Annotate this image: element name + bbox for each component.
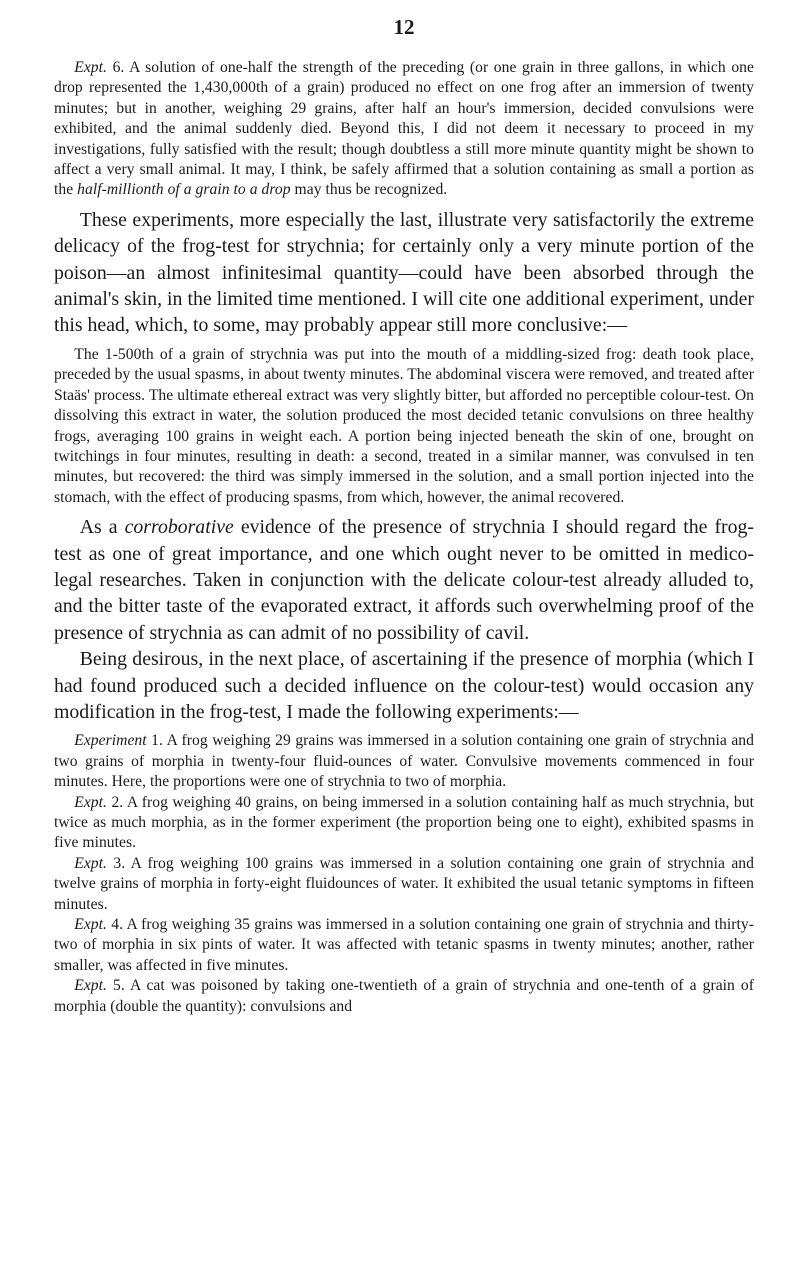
expt-3-text: 3. A frog weighing 100 grains was immersed in a solution containing one grain of strychnia and twelve grains of morphia in forty-eight fluidounces of water. It exhibited the usual tetanic symptoms in fifteen minutes. [54,854,754,913]
paragraph-expt-2 [54,793,754,854]
paragraph-morphia-intro: Being desirous, in the next place, of ascertaining if the presence of morphia (which I had found produced such a decided influence on the colour-test) would occasion any modification in the frog-test, I made the following experiments:— [54,648,754,723]
experiment-1-label: Experiment [74,732,147,750]
corroborative-lead: As a [79,516,125,539]
expt-6-emphasis: half-millionth of a grain to a drop [77,181,291,199]
paragraph-expt-3 [54,854,754,915]
expt-6-text: 6. A solution of one-half the strength of the preceding (or one grain in three gallons, in which one drop represented the 1,430,000th of a grain) produced no effect on one frog after an immersion of twenty minutes; but in another, weighing 29 grains, after half an hour's immersion, decided convulsions were exhibited, and the animal suddenly died. Beyond this, I did not deem it necessary to proceed in my investigations, fully satisfied with the result; though doubtless a still more minute quantity might be shown to affect a very small animal. It may, I think, be safely affirmed that a solution containing as small a portion as the [54,59,754,199]
expt-6-tail: may thus be recognized. [290,181,448,199]
expt-2-text: 2. A frog weighing 40 grains, on being immersed in a solution containing half as much strychnia, but twice as much morphia, as in the former experiment (the proportion being one to eight), exhibited spasms in five minutes. [54,793,754,852]
expt-2-label: Expt. [74,793,107,811]
experiment-1-text: 1. A frog weighing 29 grains was immersed in a solution containing one grain of strychnia and two grains of morphia in twenty-four fluid-ounces of water. Convulsive movements commenced in four minutes. Here, the proportions were one of strychnia to two of morphia. [54,732,754,791]
expt-6-label: Expt. [74,59,107,76]
corroborative-tail: evidence of the presence of strychnia I should regard the frog-test as one of great importance, and one which ought never to be omitted in medico-legal researches. Taken in conjunction with the delicate colour-test already alluded to, and the bitter taste of the evaporated extract, it affords such overwhelming proof of the presence of strychnia as can admit of no possibility of cavil. [54,516,755,644]
expt-4-label: Expt. [74,916,107,934]
paragraph-delicacy: These experiments, more especially the last, illustrate very satisfactorily the extreme delicacy of the frog-test for strychnia; for certainly only a very minute portion of the poison—an almost infinitesimal quantity—could have been absorbed through the animal's skin, in the limited time mentioned. I will cite one additional experiment, under this head, which, to some, may probably appear still more conclusive:— [54,208,754,337]
corroborative-emphasis: corroborative [124,516,234,539]
expt-5-label: Expt. [74,977,107,995]
expt-4-text: 4. A frog weighing 35 grains was immersed in a solution containing one grain of strychnia and thirty-two of morphia in six pints of water. It was affected with tetanic spasms in twenty minutes; another, rather smaller, was affected in five minutes. [54,916,754,974]
paragraph-expt-6 [54,58,754,201]
paragraph-corroborative [54,514,754,646]
expt-3-label: Expt. [74,854,107,872]
page-number: 12 [393,15,415,39]
book-page [54,14,754,1017]
paragraph-expt-5 [54,976,754,1017]
paragraph-additional-experiment: The 1-500th of a grain of strychnia was put into the mouth of a middling-sized frog: death took place, preceded by the usual spasms, in about twenty minutes. The abdominal viscera were removed, and treated after Staäs' process. The ultimate ethereal extract was very slightly bitter, but afforded no perceptible colour-test. On dissolving this extract in water, the solution produced the most decided tetanic convulsions on three healthy frogs, averaging 100 grains in weight each. A portion being injected beneath the skin of one, brought on twitchings in four minutes, resulting in death: a second, treated in a similar manner, was convulsed in ten minutes, but recovered: the third was simply immersed in the solution, and a small portion injected into the stomach, with the effect of producing spasms, from which, however, the animal recovered. [54,345,754,506]
paragraph-expt-4 [54,915,754,976]
expt-5-text: 5. A cat was poisoned by taking one-twentieth of a grain of strychnia and one-tenth of a grain of morphia (double the quantity): convulsions and [54,977,754,1015]
paragraph-experiment-1 [54,731,754,792]
